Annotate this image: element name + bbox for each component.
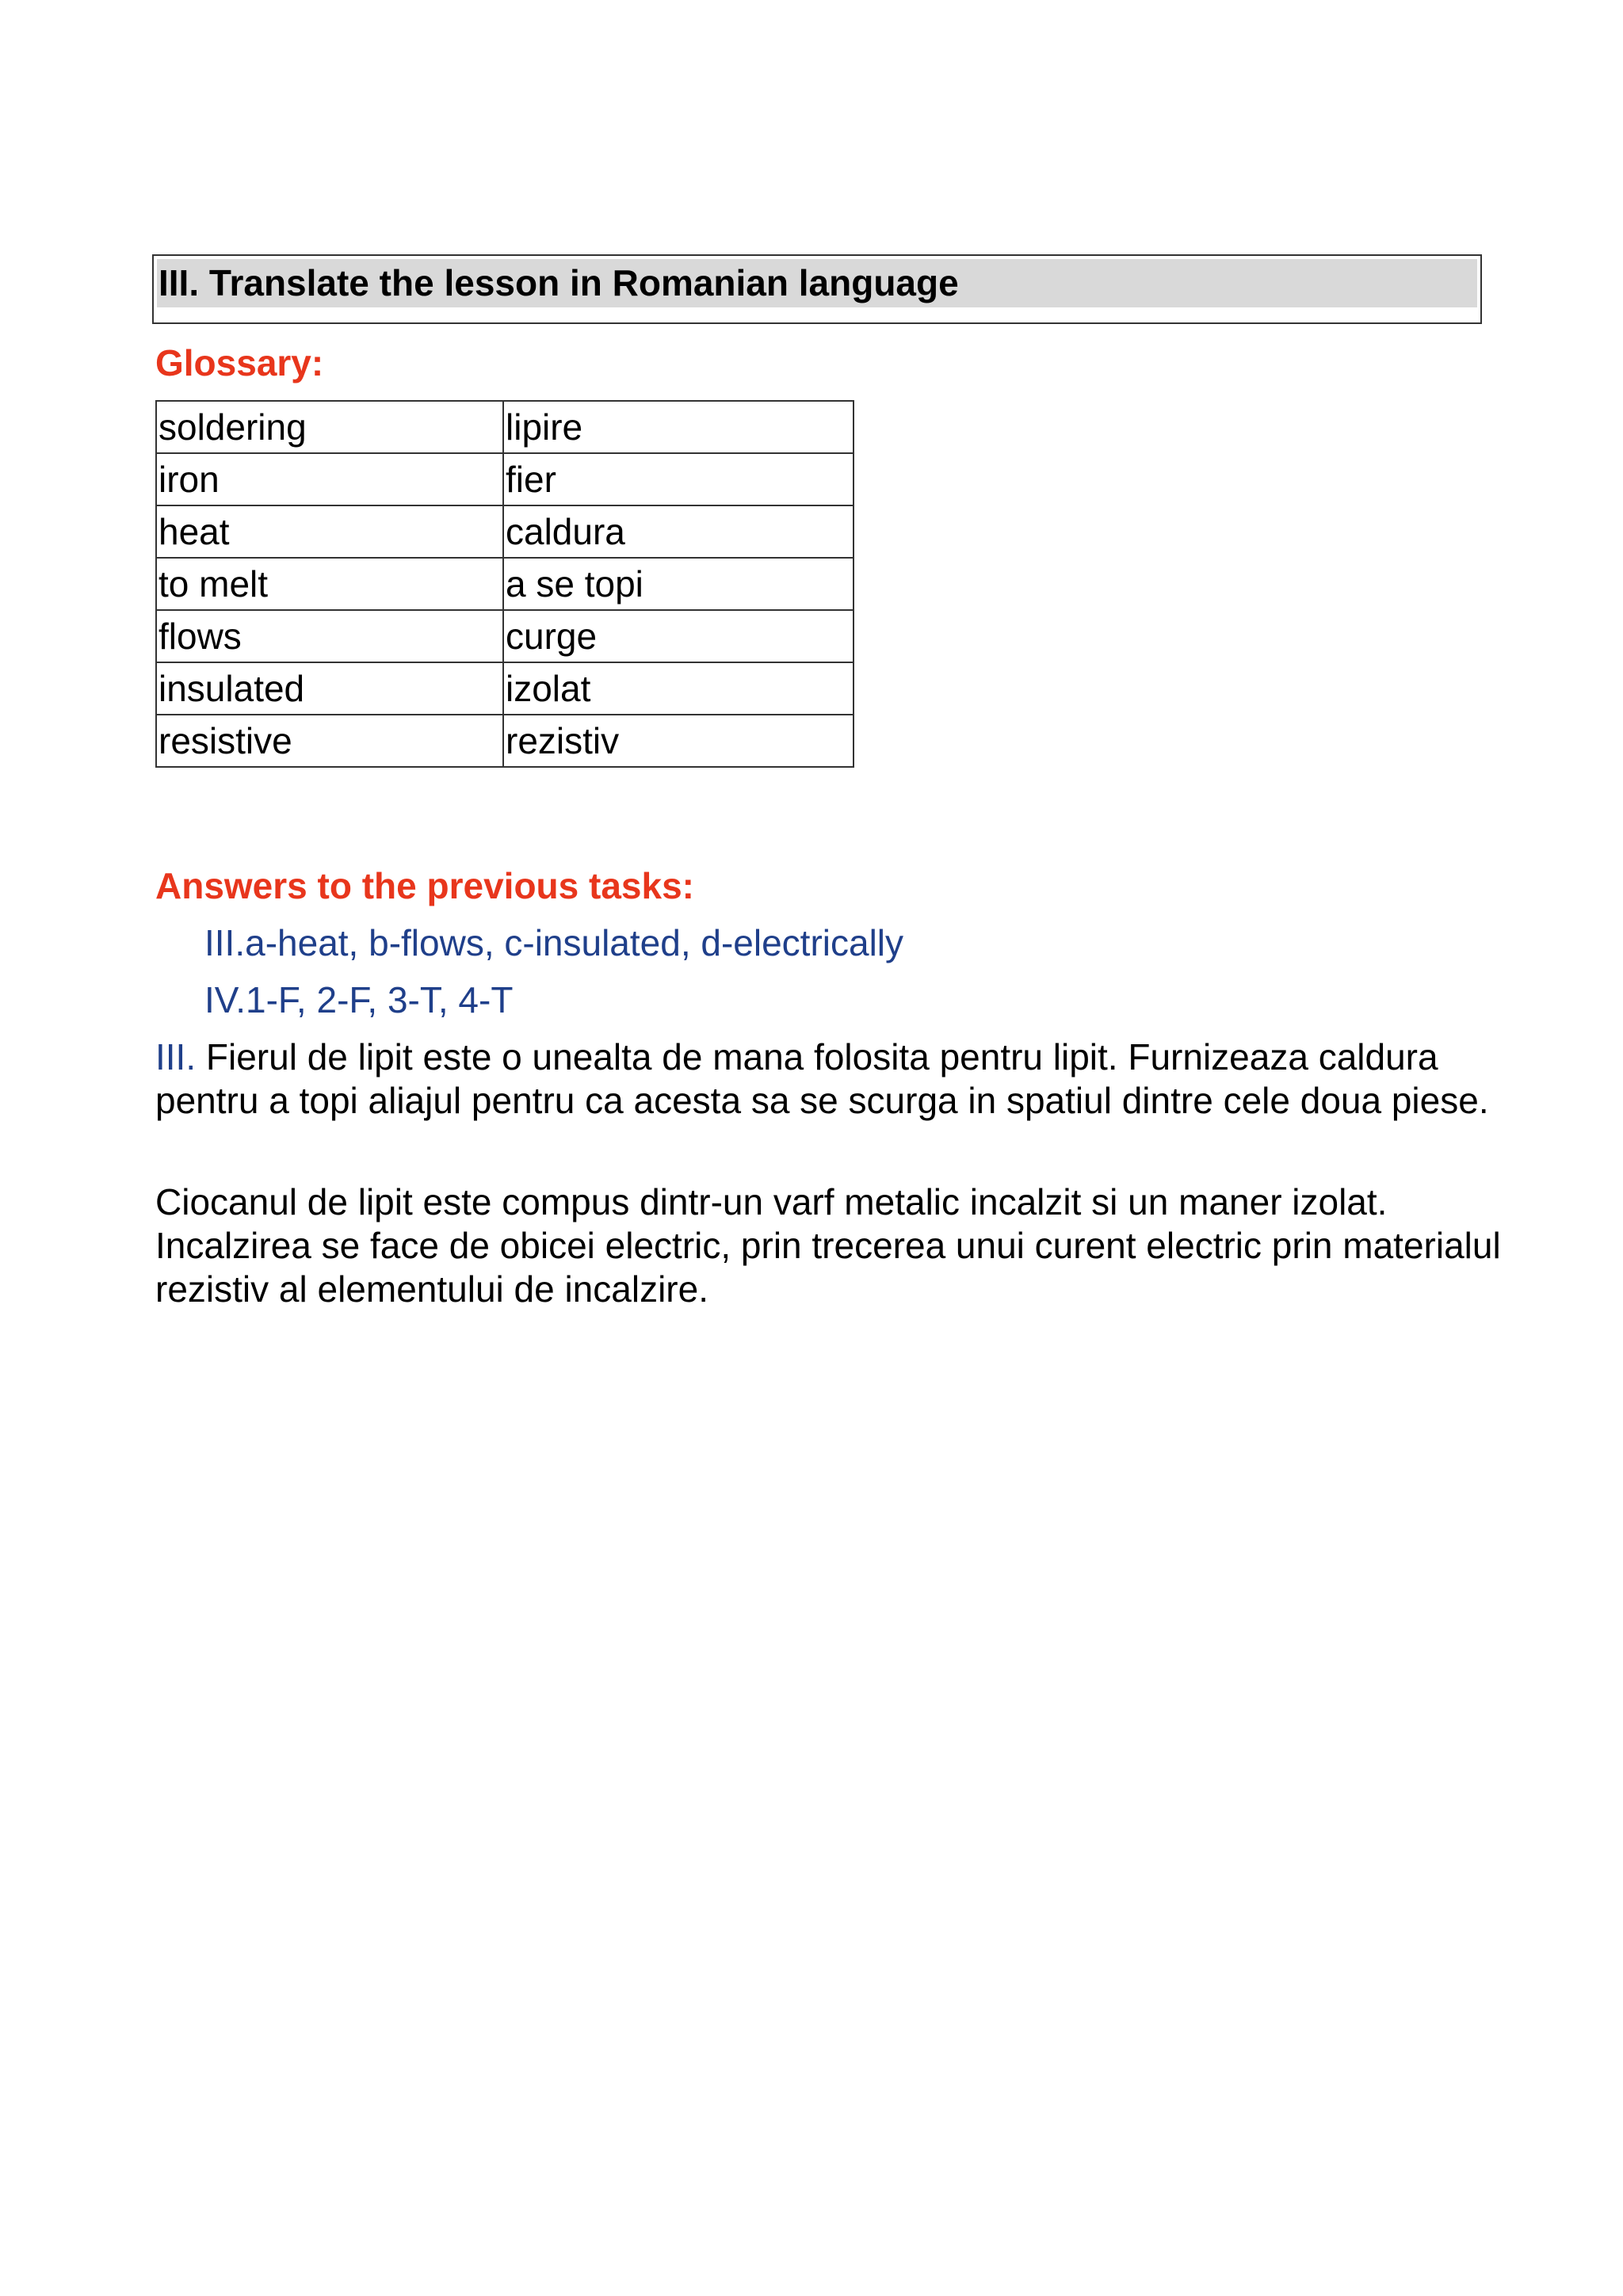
answer-text: a-heat, b-flows, c-insulated, d-electrically xyxy=(245,922,904,963)
answer-text: 1-F, 2-F, 3-T, 4-T xyxy=(246,979,514,1020)
answer-number: III. xyxy=(204,922,246,963)
glossary-term: resistive xyxy=(156,715,503,767)
table-row xyxy=(156,610,854,662)
task-title-box xyxy=(152,254,1482,324)
glossary-translation: fier xyxy=(503,453,854,505)
glossary-term: soldering xyxy=(156,401,503,453)
translation-text-1: Fierul de lipit este o unealta de mana folosita pentru lipit. Furnizeaza caldura pentru a topi aliajul pentru ca acesta sa se scurga in spatiul dintre cele doua piese. xyxy=(155,1036,1489,1121)
translation-text-2: Ciocanul de lipit este compus dintr-un varf metalic incalzit si un maner izolat. Incalzirea se face de obicei electric, prin trecerea unui curent electric prin materialul rezistiv al elementului de incalzire. xyxy=(155,1181,1501,1310)
table-row xyxy=(156,401,854,453)
answers-heading: Answers to the previous tasks: xyxy=(155,865,694,906)
translation-paragraph-2 xyxy=(155,1180,1503,1311)
glossary-term: flows xyxy=(156,610,503,662)
glossary-translation: izolat xyxy=(503,662,854,715)
glossary-term: heat xyxy=(156,505,503,558)
glossary-term: to melt xyxy=(156,558,503,610)
answer-item xyxy=(204,921,903,965)
glossary-term: iron xyxy=(156,453,503,505)
answer-item xyxy=(204,978,513,1022)
table-row xyxy=(156,453,854,505)
glossary-translation: a se topi xyxy=(503,558,854,610)
glossary-heading: Glossary: xyxy=(155,342,324,383)
translation-paragraph-1 xyxy=(155,1035,1503,1123)
glossary-translation: curge xyxy=(503,610,854,662)
glossary-table xyxy=(155,400,854,768)
table-row xyxy=(156,715,854,767)
table-row xyxy=(156,505,854,558)
glossary-translation: caldura xyxy=(503,505,854,558)
answer-number: IV. xyxy=(204,979,246,1020)
task-title: III. Translate the lesson in Romanian language xyxy=(158,262,959,303)
glossary-term: insulated xyxy=(156,662,503,715)
glossary-translation: rezistiv xyxy=(503,715,854,767)
table-row xyxy=(156,662,854,715)
table-row xyxy=(156,558,854,610)
translation-lead: III. xyxy=(155,1036,197,1077)
glossary-translation: lipire xyxy=(503,401,854,453)
